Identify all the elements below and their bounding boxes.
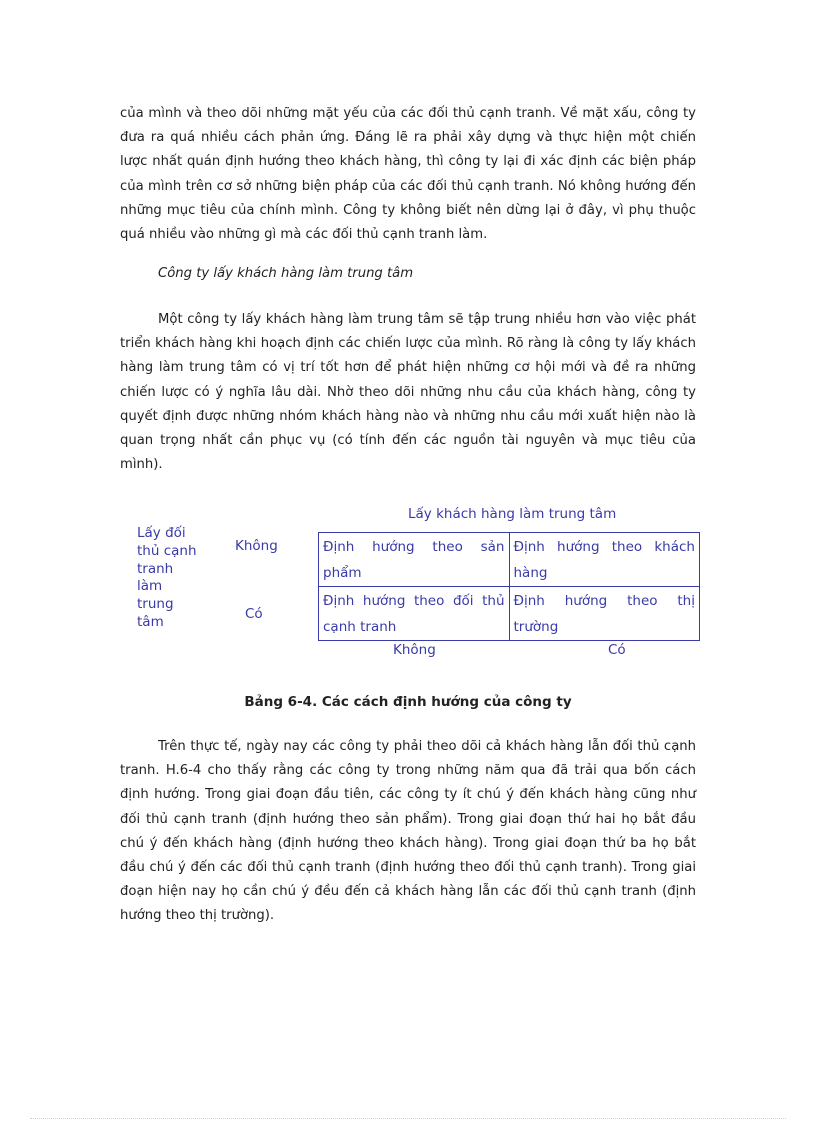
cell-competitor-oriented: Định hướng theo đối thủ cạnh tranh bbox=[319, 587, 510, 641]
paragraph-competitor-focus: của mình và theo dõi những mặt yếu của các đối thủ cạnh tranh. Về mặt xấu, công ty đưa ra quá nhiều cách phản ứng. Đáng lẽ ra phải xây dựng và thực hiện một chiến lược nhất quán định hướng theo khách hàng, thì công ty lại đi xác định các biện pháp của mình trên cơ sở những biện pháp của các đối thủ cạnh tranh. Nó không hướng đến những mục tiêu của chính mình. Công ty không biết nên dừng lại ở đây, vì phụ thuộc quá nhiều vào những gì mà các đối thủ cạnh tranh làm. bbox=[120, 106, 696, 243]
row-value-yes: Có bbox=[245, 606, 263, 622]
row-axis-title: Lấy đối thủ cạnh tranh làm trung tâm bbox=[137, 525, 197, 630]
orientation-matrix bbox=[318, 532, 700, 641]
cell-market-oriented: Định hướng theo thị trường bbox=[509, 587, 700, 641]
paragraph-customer-centered: Một công ty lấy khách hàng làm trung tâm sẽ tập trung nhiều hơn vào việc phát triển khách hàng khi hoạch định các chiến lược của mình. Rõ ràng là công ty lấy khách hàng làm trung tâm có vị trí tốt hơn để phát hiện những cơ hội mới và đề ra những chiến lược có ý nghĩa lâu dài. Nhờ theo dõi những nhu cầu của khách hàng, công ty quyết định được những nhóm khách hàng nào và những nhu cầu mới xuất hiện nào là quan trọng nhất cần phục vụ (có tính đến các nguồn tài nguyên và mục tiêu của mình). bbox=[120, 312, 696, 473]
figure-caption: Bảng 6-4. Các cách định hướng của công ty bbox=[244, 694, 572, 710]
cell-product-oriented: Định hướng theo sản phẩm bbox=[319, 533, 510, 587]
column-value-no: Không bbox=[393, 642, 436, 658]
paragraph-four-orientations: Trên thực tế, ngày nay các công ty phải theo dõi cả khách hàng lẫn đối thủ cạnh tranh. H.6-4 cho thấy rằng các công ty trong những năm qua đã trải qua bốn cách định hướng. Trong giai đoạn đầu tiên, các công ty ít chú ý đến khách hàng cũng như đối thủ cạnh tranh (định hướng theo sản phẩm). Trong giai đoạn thứ hai họ bắt đầu chú ý đến khách hàng (định hướng theo khách hàng). Trong giai đoạn thứ ba họ bắt đầu chú ý đến các đối thủ cạnh tranh (định hướng theo đối thủ cạnh tranh). Trong giai đoạn hiện nay họ cần chú ý đều đến cả khách hàng lẫn các đối thủ cạnh tranh (định hướng theo thị trường). bbox=[120, 739, 696, 924]
column-axis-title: Lấy khách hàng làm trung tâm bbox=[408, 506, 617, 522]
subheading-customer-centered: Công ty lấy khách hàng làm trung tâm bbox=[158, 266, 414, 281]
page-footer-divider bbox=[30, 1118, 786, 1119]
column-value-yes: Có bbox=[608, 642, 626, 658]
cell-customer-oriented: Định hướng theo khách hàng bbox=[509, 533, 700, 587]
row-value-no: Không bbox=[235, 538, 278, 554]
